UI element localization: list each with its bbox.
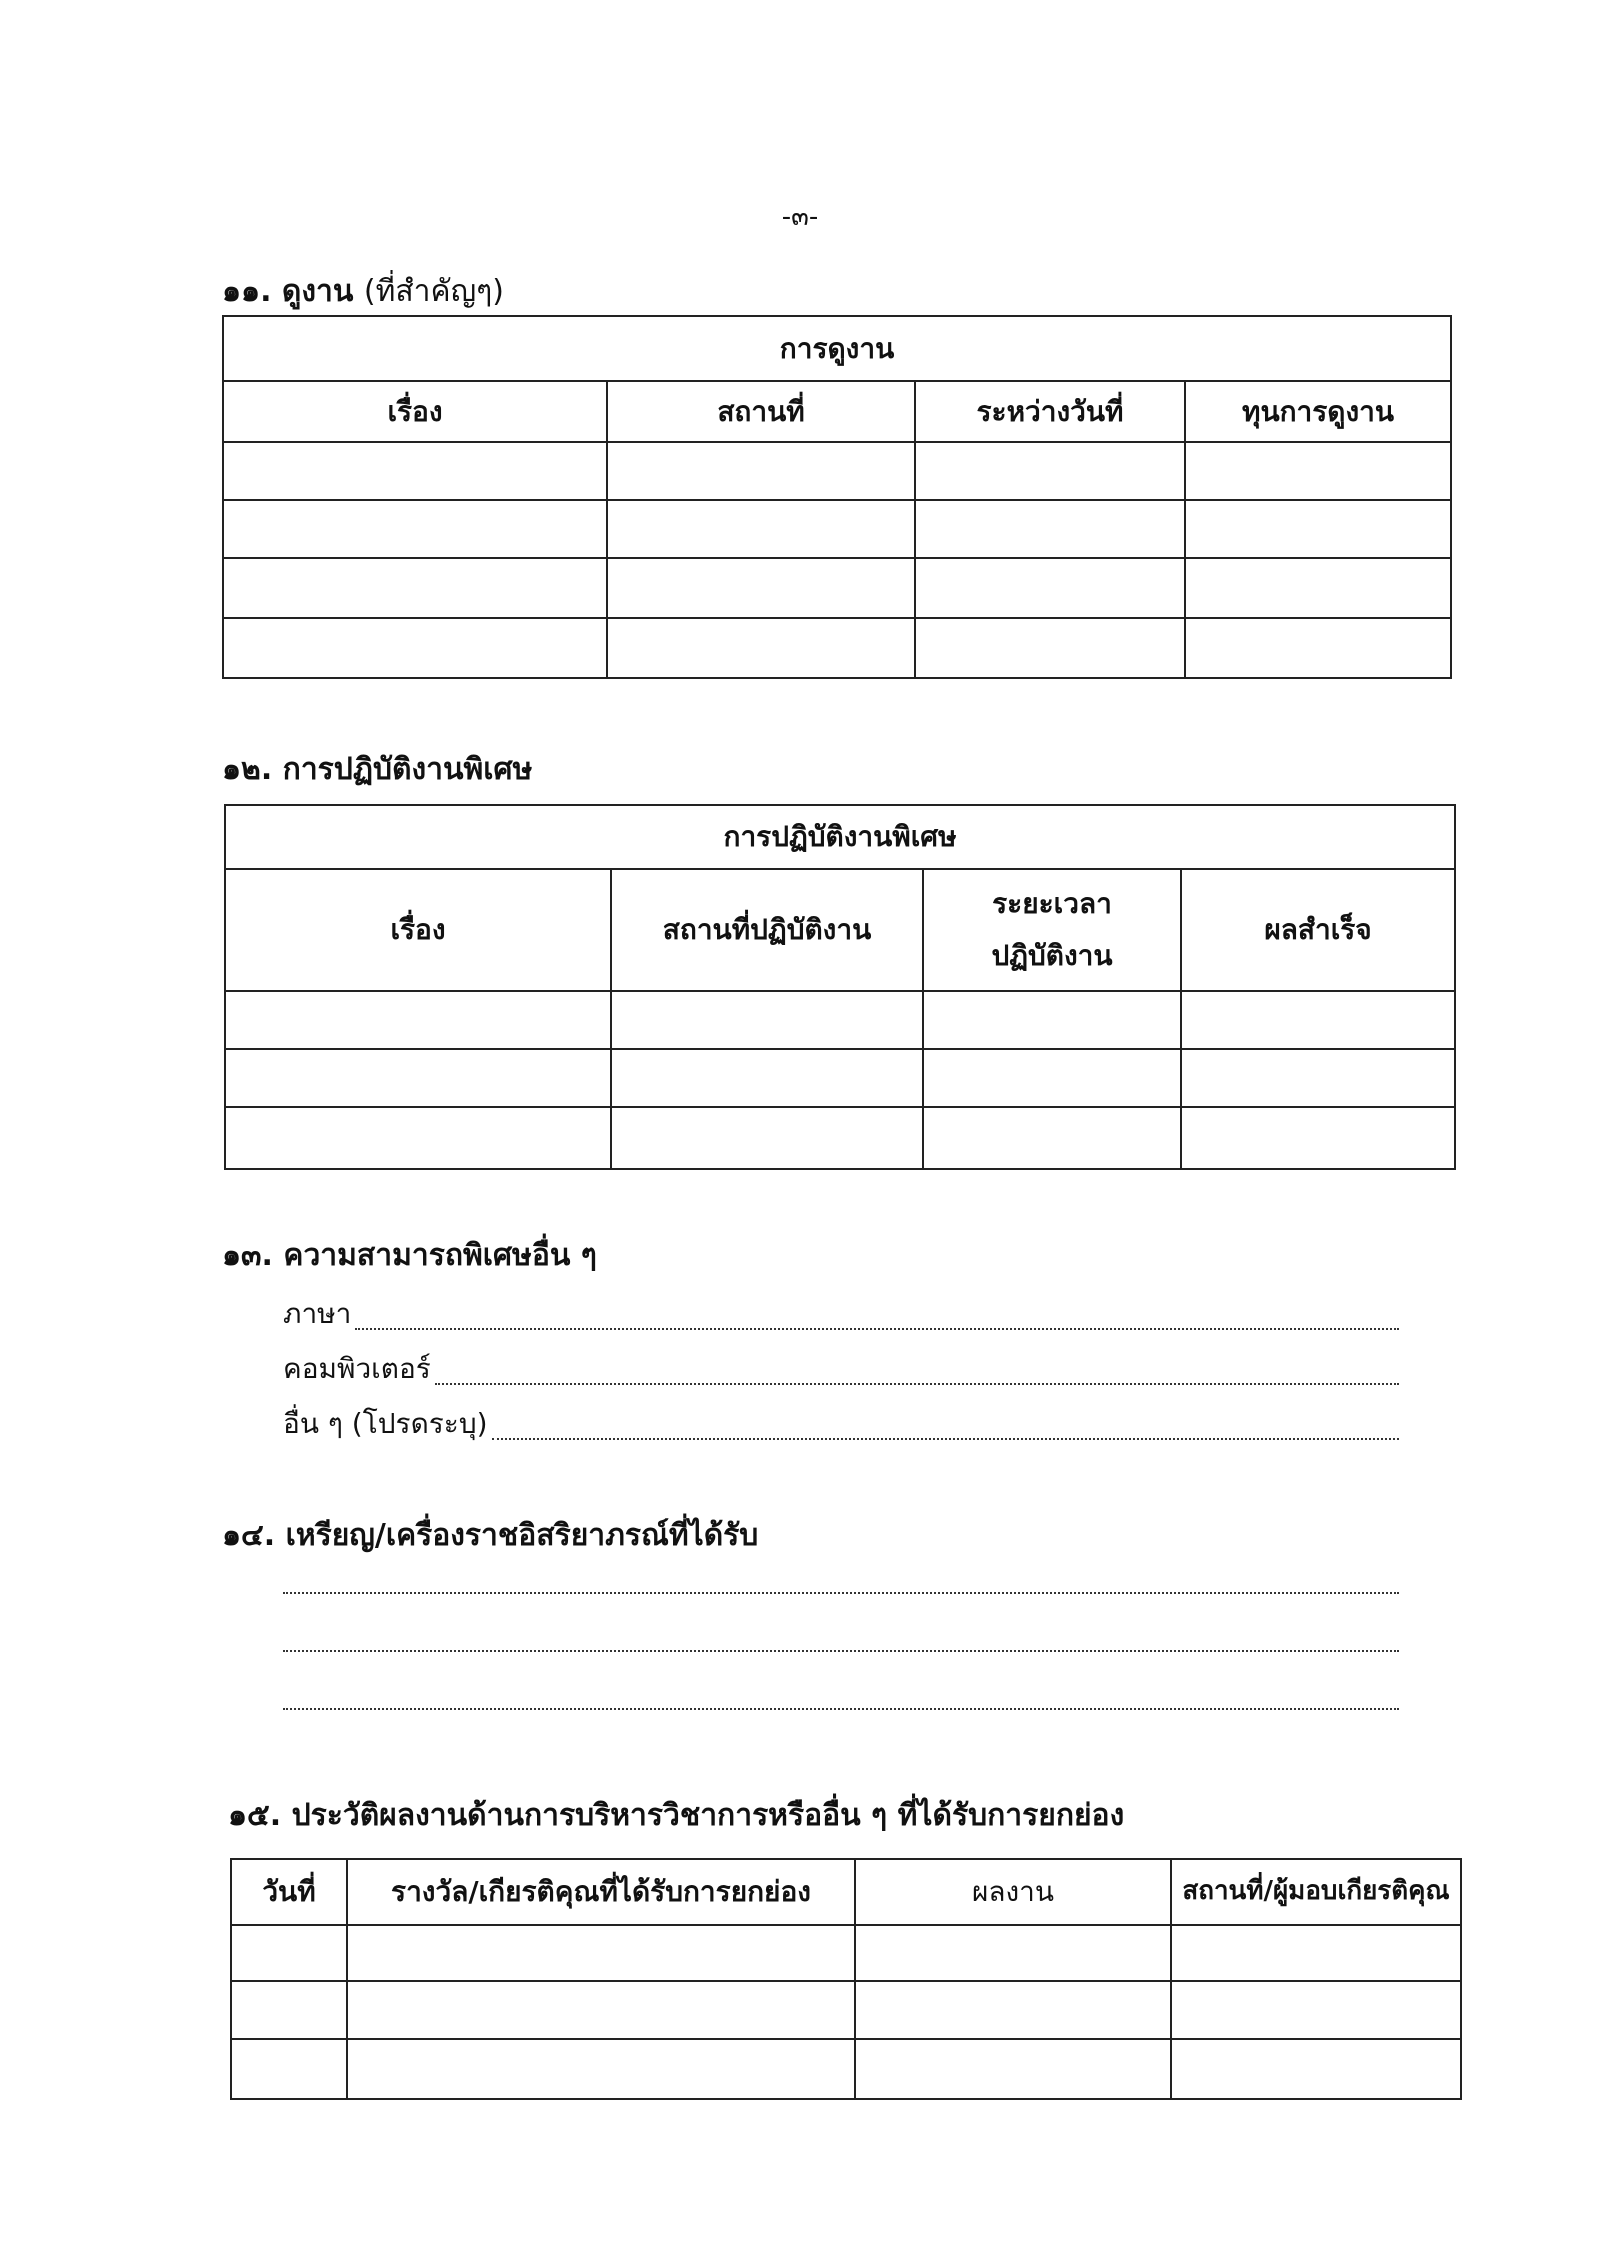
table-row	[223, 558, 1451, 618]
table-cell[interactable]	[1181, 991, 1455, 1049]
table-cell[interactable]	[607, 500, 915, 558]
computer-label: คอมพิวเตอร์	[283, 1352, 431, 1385]
table-cell[interactable]	[1185, 618, 1451, 678]
table-row	[231, 1981, 1461, 2039]
col-header-work-place: สถานที่ปฏิบัติงาน	[611, 869, 923, 991]
col-header-duration-line2: ปฏิบัติงาน	[991, 939, 1113, 972]
table-cell[interactable]	[1181, 1049, 1455, 1107]
table-row	[231, 1925, 1461, 1981]
table-cell[interactable]	[223, 558, 607, 618]
col-header-subject: เรื่อง	[223, 381, 607, 442]
section-15-title: ๑๕. ประวัติผลงานด้านการบริหารวิชาการหรืออื่น ๆ ที่ได้รับการยกย่อง	[228, 1798, 1125, 1833]
col-header-date: วันที่	[231, 1859, 347, 1925]
table-row	[231, 2039, 1461, 2099]
page-number: -๓-	[781, 202, 819, 232]
other-skill-fill-line[interactable]	[492, 1437, 1399, 1440]
col-header-place: สถานที่	[607, 381, 915, 442]
computer-fill-line[interactable]	[435, 1382, 1399, 1385]
medal-fill-line-3[interactable]	[283, 1708, 1399, 1710]
table-cell[interactable]	[611, 991, 923, 1049]
table-cell[interactable]	[347, 1925, 855, 1981]
section-14-title: ๑๔. เหรียญ/เครื่องราชอิสริยาภรณ์ที่ได้รับ	[222, 1518, 759, 1553]
table-cell[interactable]	[923, 991, 1181, 1049]
table-cell[interactable]	[347, 2039, 855, 2099]
table-cell[interactable]	[223, 618, 607, 678]
table-cell[interactable]	[225, 1049, 611, 1107]
col-header-funding: ทุนการดูงาน	[1185, 381, 1451, 442]
col-header-result: ผลสำเร็จ	[1181, 869, 1455, 991]
table-cell[interactable]	[923, 1107, 1181, 1169]
table-row	[225, 991, 1455, 1049]
table-cell[interactable]	[607, 558, 915, 618]
table-cell[interactable]	[347, 1981, 855, 2039]
medal-fill-line-1[interactable]	[283, 1592, 1399, 1594]
table-cell[interactable]	[225, 1107, 611, 1169]
study-visit-table-title: การดูงาน	[223, 316, 1451, 381]
medal-fill-line-2[interactable]	[283, 1650, 1399, 1652]
table-cell[interactable]	[1185, 442, 1451, 500]
table-cell[interactable]	[611, 1049, 923, 1107]
table-cell[interactable]	[915, 558, 1185, 618]
table-cell[interactable]	[1171, 1925, 1461, 1981]
table-row	[223, 500, 1451, 558]
table-cell[interactable]	[1185, 558, 1451, 618]
col-header-subject: เรื่อง	[225, 869, 611, 991]
table-cell[interactable]	[855, 1981, 1171, 2039]
col-header-awarding-place: สถานที่/ผู้มอบเกียรติคุณ	[1171, 1859, 1461, 1925]
table-row	[225, 1107, 1455, 1169]
table-cell[interactable]	[915, 442, 1185, 500]
col-header-duration-line1: ระยะเวลา	[992, 887, 1112, 921]
table-cell[interactable]	[1171, 1981, 1461, 2039]
computer-field[interactable]	[283, 1347, 1399, 1391]
section-11-title-text: ๑๑. ดูงาน	[222, 274, 354, 309]
other-skill-field[interactable]	[283, 1402, 1399, 1446]
other-skill-label: อื่น ๆ (โปรดระบุ)	[283, 1407, 488, 1440]
table-row	[223, 618, 1451, 678]
table-cell[interactable]	[225, 991, 611, 1049]
col-header-award: รางวัล/เกียรติคุณที่ได้รับการยกย่อง	[347, 1859, 855, 1925]
table-cell[interactable]	[1181, 1107, 1455, 1169]
col-header-work: ผลงาน	[855, 1859, 1171, 1925]
recognition-table	[230, 1858, 1462, 2100]
table-row	[225, 1049, 1455, 1107]
table-cell[interactable]	[607, 618, 915, 678]
language-field[interactable]	[283, 1292, 1399, 1336]
study-visit-table	[222, 315, 1452, 679]
col-header-dates: ระหว่างวันที่	[915, 381, 1185, 442]
table-cell[interactable]	[855, 1925, 1171, 1981]
section-13-title: ๑๓. ความสามารถพิเศษอื่น ๆ	[222, 1238, 597, 1273]
table-row	[223, 442, 1451, 500]
table-cell[interactable]	[231, 1925, 347, 1981]
table-cell[interactable]	[855, 2039, 1171, 2099]
table-cell[interactable]	[223, 442, 607, 500]
table-cell[interactable]	[1171, 2039, 1461, 2099]
table-cell[interactable]	[607, 442, 915, 500]
table-cell[interactable]	[923, 1049, 1181, 1107]
table-cell[interactable]	[611, 1107, 923, 1169]
table-cell[interactable]	[915, 500, 1185, 558]
table-cell[interactable]	[1185, 500, 1451, 558]
section-11-title-note: (ที่สำคัญๆ)	[363, 274, 504, 309]
table-cell[interactable]	[231, 1981, 347, 2039]
table-cell[interactable]	[915, 618, 1185, 678]
special-duty-table-title: การปฏิบัติงานพิเศษ	[225, 805, 1455, 869]
section-12-title: ๑๒. การปฏิบัติงานพิเศษ	[222, 752, 533, 787]
language-label: ภาษา	[283, 1297, 352, 1330]
section-11-title	[222, 268, 504, 315]
special-duty-table	[224, 804, 1456, 1170]
col-header-duration	[923, 869, 1181, 991]
table-cell[interactable]	[231, 2039, 347, 2099]
table-cell[interactable]	[223, 500, 607, 558]
language-fill-line[interactable]	[355, 1327, 1399, 1330]
